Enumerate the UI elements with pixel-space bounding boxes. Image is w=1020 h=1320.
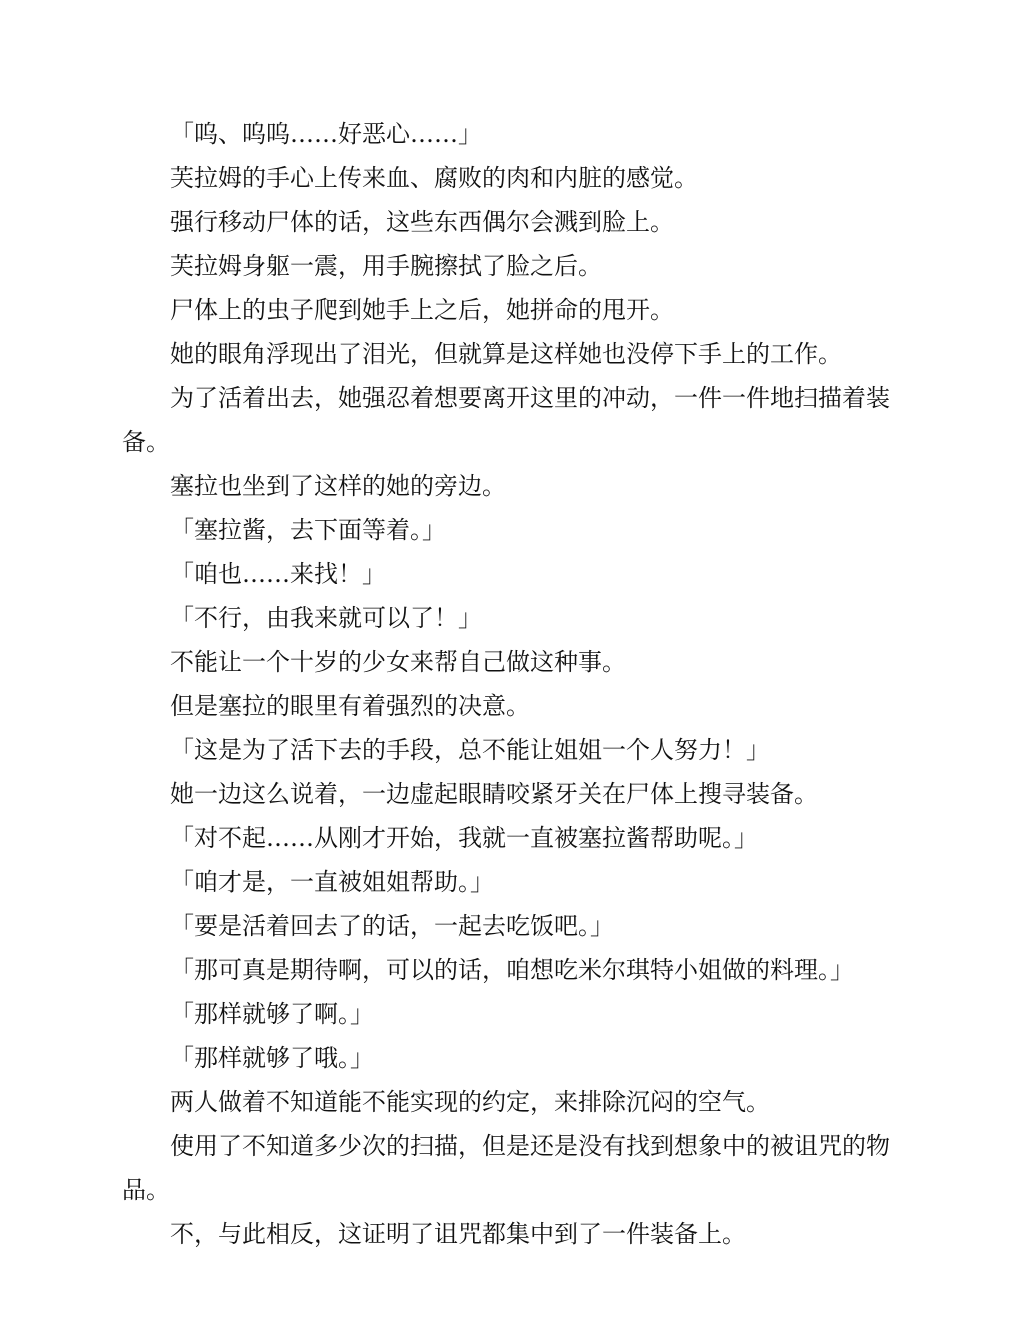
paragraph: 她一边这么说着，一边虚起眼睛咬紧牙关在尸体上搜寻装备。 bbox=[170, 780, 818, 808]
paragraph: 两人做着不知道能不能实现的约定，来排除沉闷的空气。 bbox=[170, 1088, 770, 1116]
paragraph: 「要是活着回去了的话，一起去吃饭吧。」 bbox=[170, 912, 614, 940]
paragraph: 「那样就够了啊。」 bbox=[170, 1000, 374, 1028]
paragraph: 「那样就够了哦。」 bbox=[170, 1044, 374, 1072]
paragraph: 「不行，由我来就可以了！」 bbox=[170, 604, 482, 632]
paragraph: 不能让一个十岁的少女来帮自己做这种事。 bbox=[170, 648, 626, 676]
paragraph: 「咱也……来找！」 bbox=[170, 560, 386, 588]
body-text bbox=[122, 112, 898, 1256]
paragraph: 为了活着出去，她强忍着想要离开这里的冲动，一件一件地扫描着装备。 bbox=[122, 384, 890, 456]
paragraph: 「呜、呜呜……好恶心……」 bbox=[170, 120, 482, 148]
paragraph: 「咱才是，一直被姐姐帮助。」 bbox=[170, 868, 494, 896]
paragraph: 强行移动尸体的话，这些东西偶尔会溅到脸上。 bbox=[170, 208, 674, 236]
paragraph: 塞拉也坐到了这样的她的旁边。 bbox=[170, 472, 506, 500]
paragraph: 芙拉姆的手心上传来血、腐败的肉和内脏的感觉。 bbox=[170, 164, 698, 192]
paragraph: 芙拉姆身躯一震，用手腕擦拭了脸之后。 bbox=[170, 252, 602, 280]
paragraph: 「塞拉酱，去下面等着。」 bbox=[170, 516, 446, 544]
paragraph: 「那可真是期待啊，可以的话，咱想吃米尔琪特小姐做的料理。」 bbox=[170, 956, 854, 984]
paragraph: 尸体上的虫子爬到她手上之后，她拼命的甩开。 bbox=[170, 296, 674, 324]
paragraph: 不，与此相反，这证明了诅咒都集中到了一件装备上。 bbox=[170, 1220, 746, 1248]
paragraph: 「对不起……从刚才开始，我就一直被塞拉酱帮助呢。」 bbox=[170, 824, 758, 852]
paragraph: 使用了不知道多少次的扫描，但是还是没有找到想象中的被诅咒的物品。 bbox=[122, 1132, 890, 1204]
paragraph: 但是塞拉的眼里有着强烈的决意。 bbox=[170, 692, 530, 720]
paragraph: 她的眼角浮现出了泪光，但就算是这样她也没停下手上的工作。 bbox=[170, 340, 842, 368]
paragraph: 「这是为了活下去的手段，总不能让姐姐一个人努力！」 bbox=[170, 736, 770, 764]
